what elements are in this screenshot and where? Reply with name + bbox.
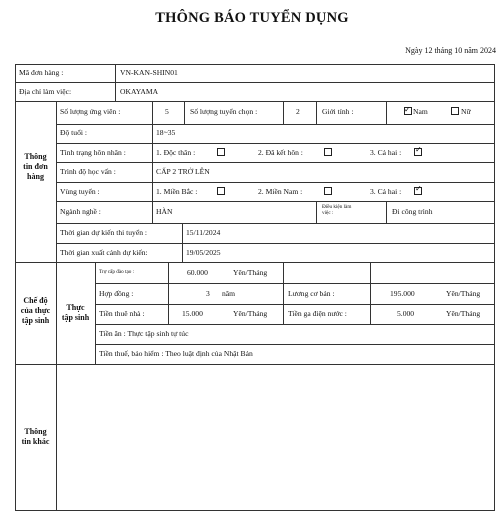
marital-single-checkbox[interactable] (217, 148, 225, 156)
exam-date-label: Thời gian dự kiến thi tuyển : (60, 228, 148, 237)
section-benefits-header: Chế độ của thực tập sinh (20, 296, 51, 325)
other-info-area (57, 365, 494, 510)
check-icon: ✓ (415, 145, 422, 154)
marital-status-label: Tình trạng hôn nhân : (60, 148, 126, 157)
region-south-checkbox[interactable] (324, 187, 332, 195)
applicants-label: Số lượng ứng viên : (60, 107, 121, 116)
check-icon: ✓ (404, 105, 411, 114)
marital-single-label: 1. Độc thân : (156, 148, 196, 157)
contract-label: Hợp đồng : (99, 289, 134, 298)
marital-married-label: 2. Đã kết hôn : (258, 148, 303, 157)
rent-label: Tiền thuê nhà : (99, 309, 145, 318)
check-icon: ✓ (415, 184, 422, 193)
departure-date-value: 19/05/2025 (186, 248, 221, 257)
region-north-checkbox[interactable] (217, 187, 225, 195)
region-south-label: 2. Miền Nam : (258, 187, 303, 196)
applicants-value: 5 (165, 107, 169, 116)
rent-value: 15.000 (182, 309, 203, 318)
salary-unit: Yên/Tháng (446, 289, 481, 298)
work-condition-value: Đi công trình (392, 207, 433, 216)
salary-value: 195.000 (390, 289, 415, 298)
workplace-value: OKAYAMA (120, 87, 159, 96)
workplace-label: Địa chỉ làm việc: (19, 87, 72, 96)
region-north-label: 1. Miền Bắc : (156, 187, 198, 196)
rent-unit: Yên/Tháng (233, 309, 268, 318)
tax-insurance-note: Tiền thuế, bảo hiểm : Theo luật định của Nhật Bản (99, 349, 253, 358)
region-label: Vùng tuyển : (60, 187, 100, 196)
marital-both-label: 3. Cả hai : (370, 148, 402, 157)
section-other-info-header: Thông tin khác (21, 427, 50, 446)
exam-date-value: 15/11/2024 (186, 228, 221, 237)
education-value: CẤP 2 TRỞ LÊN (156, 167, 210, 176)
age-label: Độ tuổi : (60, 128, 88, 137)
training-allowance-label: Trợ cấp đào tạo : (99, 269, 135, 275)
training-allowance-unit: Yên/Tháng (233, 268, 268, 277)
marital-married-checkbox[interactable] (324, 148, 332, 156)
selected-label: Số lượng tuyển chọn : (190, 107, 258, 116)
male-label: Nam (413, 107, 428, 116)
gender-label: Giới tính : (322, 107, 354, 116)
contract-value: 3 (206, 289, 210, 298)
trainee-subheader: Thực tập sinh (61, 303, 90, 322)
utilities-value: 5.000 (397, 309, 415, 318)
job-label: Ngành nghề : (60, 207, 101, 216)
section-order-info-header: Thông tin đơn hàng (23, 152, 48, 181)
order-number-label: Mã đơn hàng : (19, 68, 64, 77)
education-label: Trình độ học vấn : (60, 167, 116, 176)
utilities-unit: Yên/Tháng (446, 309, 481, 318)
departure-date-label: Thời gian xuất cảnh dự kiến: (60, 248, 148, 257)
food-cost-note: Tiền ăn : Thực tập sinh tự túc (99, 329, 189, 338)
region-both-label: 3. Cả hai : (370, 187, 402, 196)
age-value: 18~35 (156, 128, 176, 137)
page-title: THÔNG BÁO TUYỂN DỤNG (155, 10, 349, 26)
order-number-value: VN-KAN-SHIN01 (120, 68, 178, 77)
contract-unit: năm (222, 289, 236, 298)
female-checkbox[interactable] (451, 107, 459, 115)
notice-date: Ngày 12 tháng 10 năm 2024 (405, 46, 496, 55)
salary-label: Lương cơ bản : (288, 289, 335, 298)
female-label: Nữ (461, 107, 471, 116)
training-allowance-value: 60.000 (187, 268, 208, 277)
utilities-label: Tiền ga điện nước : (288, 309, 347, 318)
selected-value: 2 (296, 107, 300, 116)
job-value: HÀN (156, 207, 173, 216)
work-condition-label: Điều kiện làm việc : (322, 204, 352, 216)
